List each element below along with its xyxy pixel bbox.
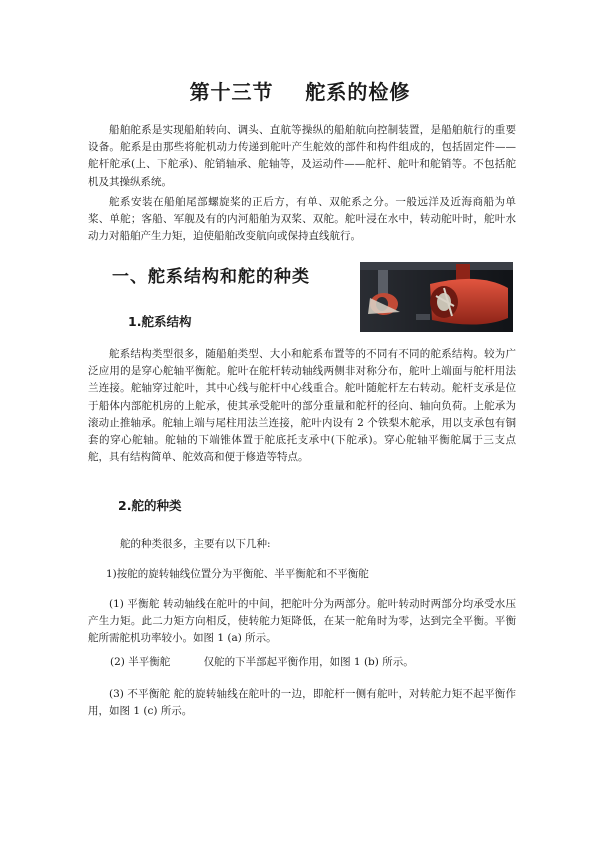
types-intro: 舵的种类很多，主要有以下几种:: [120, 538, 271, 550]
balanced-rudder-item: (1) 平衡舵 转动轴线在舵叶的中间，把舵叶分为两部分。舵叶转动时两部分均承受水压产生力矩。此二力矩方向相反，使转舵力矩降低，在某一舵角时为零，达到完全平衡。平衡舵所需舵机功率较小。如图 1 (a) 所示。: [88, 598, 516, 645]
structure-paragraph: 舵系结构类型很多，随船舶类型、大小和舵系布置等的不同有不同的舵系结构。较为广泛应用的是穿心舵轴平衡舵。舵叶在舵杆转动轴线两侧非对称分布，舵叶上端面与舵杆用法兰连接。舵轴穿过舵叶，其中心线与舵杆中心线重合。舵叶随舵杆左右转动。舵杆支承是位于船体内部舵机房的上舵承，使其承受舵叶的部分重量和舵杆的径向、轴向负荷。上舵承为滚动止推轴承。舵轴上端与尾柱用法兰连接，舵叶内设有 2 个铁梨木舵承，用以支承包有铜套的穿心舵轴。舵轴的下端锥体置于舵底托支承中(下舵承)。穿心舵轴平衡舵属于三支点舵，具有结构简单、舵效高和便于修造等特点。: [88, 348, 516, 464]
page-title: 第十三节 舵系的检修: [189, 80, 411, 104]
intro-paragraph-1: 船舶舵系是实现船舶转向、调头、直航等操纵的船舶航向控制装置，是船舶航行的重要设备。舵系是由那些将舵机动力传递到舵叶产生舵效的部件和构件组成的，包括固定件——舵杆舵承(上、下舵承)、舵销轴承、舵轴等，及运动件——舵杆、舵叶和舵销等。不包括舵机及其操纵系统。: [88, 124, 516, 188]
rudder-propeller-image: [360, 262, 513, 332]
classification-rule: 1)按舵的旋转轴线位置分为平衡舵、半平衡舵和不平衡舵: [106, 568, 369, 580]
rudder-propeller-photo: [360, 262, 513, 332]
semi-balanced-rudder-item: (2) 半平衡舵 仅舵的下半部起平衡作用，如图 1 (b) 所示。: [110, 656, 414, 668]
section-heading: 一、舵系结构和舵的种类: [112, 267, 310, 287]
intro-paragraph-2: 舵系安装在船舶尾部螺旋桨的正后方，有单、双舵系之分。一般远洋及近海商船为单桨、单舵；客船、军舰及有的内河船舶为双桨、双舵。舵叶浸在水中，转动舵叶时，舵叶水动力对船舶产生力矩，迫使船舶改变航向或保持直线航行。: [88, 196, 516, 243]
subsection-heading-structure: 1.舵系结构: [128, 314, 192, 329]
unbalanced-rudder-item: (3) 不平衡舵 舵的旋转轴线在舵叶的一边，即舵杆一侧有舵叶，对转舵力矩不起平衡作用，如图 1 (c) 所示。: [88, 688, 516, 718]
subsection-heading-types: 2.舵的种类: [118, 498, 182, 513]
